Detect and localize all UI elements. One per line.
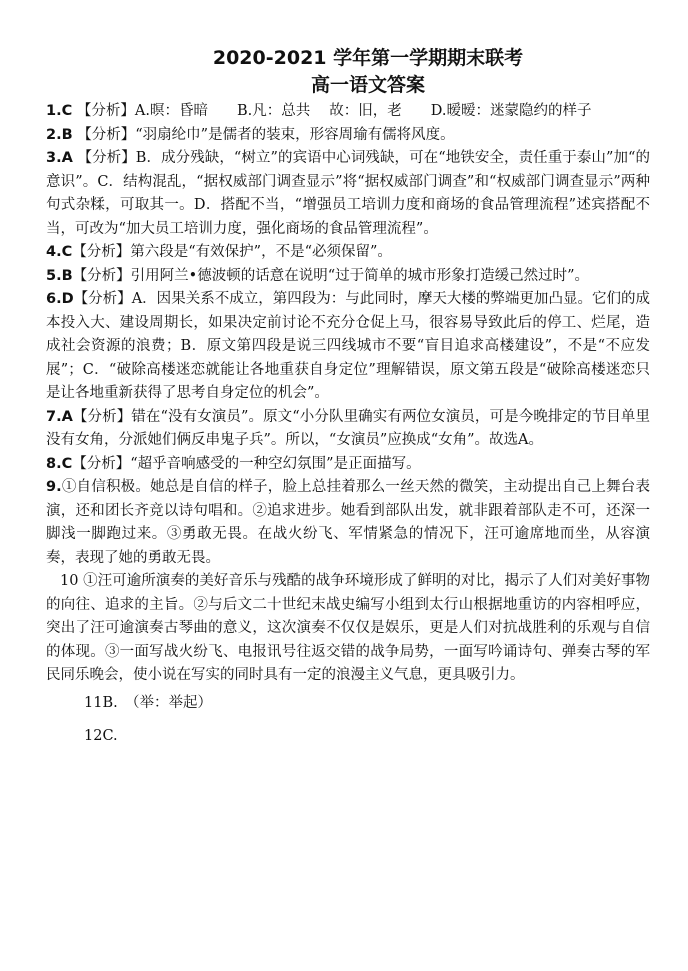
answer-10 bbox=[46, 570, 650, 688]
answer-text: 【分析】引用阿兰•德波顿的话意在说明“过于简单的城市形象打造缓己然过时”。 bbox=[72, 267, 590, 284]
answer-5 bbox=[46, 265, 650, 289]
answer-6 bbox=[46, 288, 650, 406]
answer-number: 3.A bbox=[46, 150, 73, 166]
answer-number: 1.C bbox=[46, 103, 73, 119]
answer-12 bbox=[46, 725, 650, 749]
answer-number: 8.C bbox=[46, 455, 73, 472]
answer-2 bbox=[46, 124, 650, 148]
answer-4 bbox=[46, 241, 650, 265]
answer-number: 2.B bbox=[46, 126, 73, 143]
page-title: 2020-2021 学年第一学期期末联考 bbox=[212, 47, 524, 69]
answer-number: 12C. bbox=[84, 728, 118, 744]
answer-text: ①汪可逾所演奏的美好音乐与残酷的战争环境形成了鲜明的对比，揭示了人们对美好事物的向往、追求的主旨。②与后文二十世纪末战史编写小组到太行山根据地重访的内容相呼应，突出了汪可逾演奏古琴曲的意义，这次演奏不仅仅是娱乐，更是人们对抗战胜利的乐观与自信的体现。③一面写战火纷飞、电报讯号往返交错的战争局势，一面写吟诵诗句、弹奏古琴的军民同乐晚会，使小说在写实的同时具有一定的浪漫主义气息，更具吸引力。 bbox=[46, 573, 650, 683]
answer-text: （举：举起） bbox=[132, 694, 212, 711]
answer-text: 【分析】第六段是“有效保护”，不是“必须保留”。 bbox=[72, 244, 392, 260]
answer-7 bbox=[46, 406, 650, 453]
answer-text: 【分析】错在“没有女演员”。原文“小分队里确实有两位女演员，可是今晚排定的节目单里没有女角，分派她们俩反串鬼子兵”。所以，“女演员”应换成“女角”。故选A。 bbox=[46, 408, 650, 448]
answer-number: 7.A bbox=[46, 408, 73, 425]
answer-8 bbox=[46, 453, 650, 477]
answer-3 bbox=[46, 147, 650, 241]
answer-number: 11B. bbox=[84, 694, 118, 711]
answer-11 bbox=[46, 692, 650, 716]
answer-text: 【分析】“羽扇纶巾”是儒者的装束，形容周瑜有儒将风度。 bbox=[72, 126, 455, 143]
answer-text: 【分析】A.暝：昏暗 B.凡：总共 故：旧，老 D.暧暧：迷蒙隐约的样子 bbox=[72, 103, 592, 119]
answer-9 bbox=[46, 476, 650, 570]
answer-text: ①自信积极。她总是自信的样子，脸上总挂着那么一丝天然的微笑，主动提出自己上舞台表演，还和团长齐竞以诗句唱和。②追求进步。她看到部队出发，就非跟着部队走不可，还深一脚浅一脚跑过来。③勇敢无畏。在战火纷飞、军情紧急的情况下，汪可逾席地而坐，从容演奏，表现了她的勇敢无畏。 bbox=[46, 479, 650, 566]
answer-number: 9. bbox=[46, 479, 62, 495]
answer-text: 【分析】A．因果关系不成立，第四段为：与此同时，摩天大楼的弊端更加凸显。它们的成本投入大、建设周期长，如果决定前讨论不充分仓促上马，很容易导致此后的停工、烂尾，造成社会资源的浪费；B．原文第四段是说三四线城市不要“盲目追求高楼建设”，不是“不应发展”；C．“破除高楼迷恋就能让各地重获自身定位”理解错误，原文第五段是“破除高楼迷恋只是让各地重新获得了思考自身定位的机会”。 bbox=[46, 291, 650, 401]
answer-text: 【分析】“超乎音响感受的一种空幻氛围”是正面描写。 bbox=[72, 455, 421, 472]
answer-number: 4.C bbox=[46, 244, 73, 260]
answer-1 bbox=[46, 100, 650, 124]
answer-text: 【分析】B．成分残缺，“树立”的宾语中心词残缺，可在“地铁安全，责任重于泰山”加“的意识”。C．结构混乱，“据权威部门调查显示”将“据权威部门调查”和“权威部门调查显示”两种句式杂糅，可取其一。D．搭配不当，“增强员工培训力度和商场的食品管理流程”述宾搭配不当，可改为“加大员工培训力度，强化商场的食品管理流程”。 bbox=[46, 150, 650, 237]
answer-number: 5.B bbox=[46, 267, 73, 284]
answer-number: 6.D bbox=[46, 291, 74, 307]
answer-number: 10 bbox=[60, 573, 79, 589]
page-subtitle: 高一语文答案 bbox=[310, 74, 425, 96]
